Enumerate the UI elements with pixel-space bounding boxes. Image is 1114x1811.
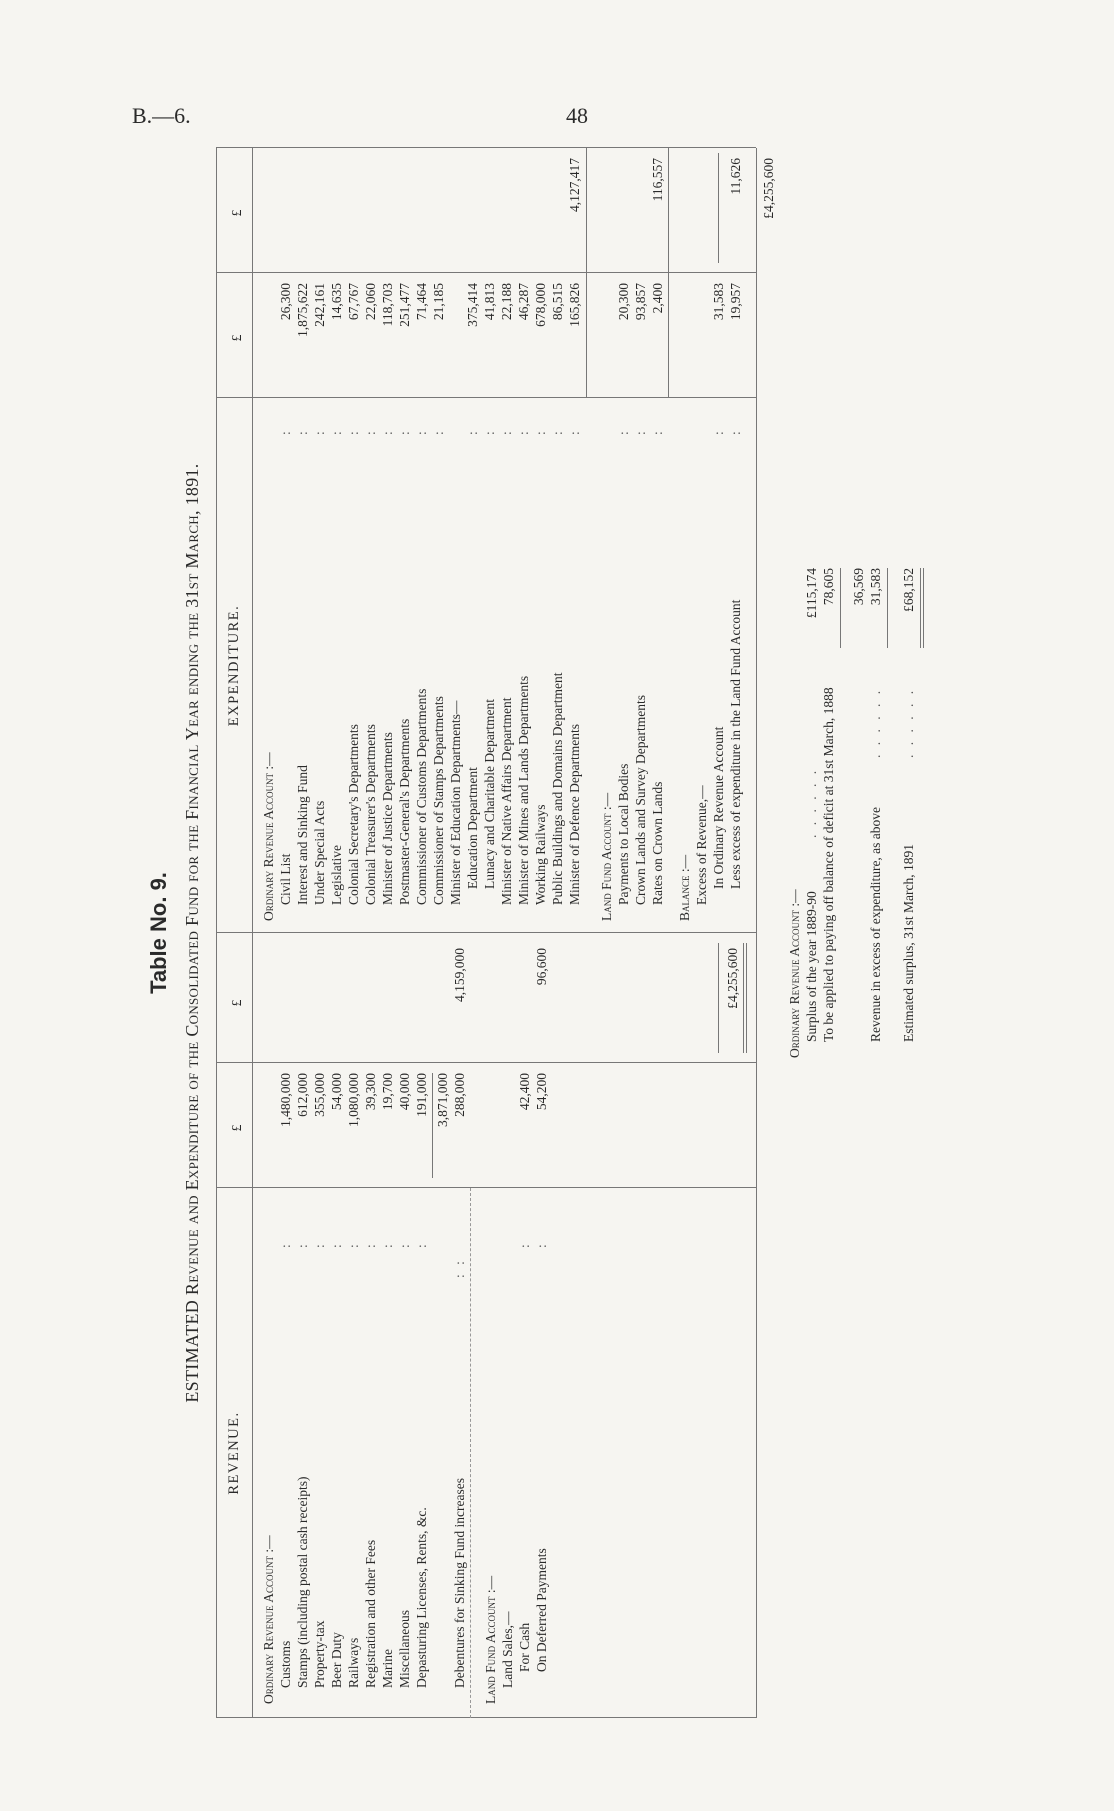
table-row: Working Railways : 678,000 <box>533 283 548 905</box>
row-label: Railways <box>346 1637 361 1688</box>
row-label: Postmaster-General's Departments <box>397 718 412 905</box>
revenue-ordinary-subtotal: 3,871,000 <box>435 1073 450 1127</box>
footnote-deficit-amount: 78,605 <box>821 568 836 606</box>
row-amount: 118,703 <box>380 283 395 327</box>
row-amount: 86,515 <box>550 283 565 321</box>
table-row: On Deferred Payments : 54,200 <box>534 1073 549 1672</box>
table-row: Lunacy and Charitable Department : 41,813 <box>482 283 497 889</box>
row-amount: 31,583 <box>711 283 726 321</box>
row-amount: 242,161 <box>312 283 327 327</box>
table-row: Beer Duty : 54,000 <box>329 1073 344 1688</box>
revenue-ordinary-list <box>277 1073 430 1688</box>
row-amount: 41,813 <box>482 283 497 321</box>
footnote-surplus-amount: £115,174 <box>804 568 819 619</box>
expenditure-ordinary-heading: Ordinary Revenue Account :— <box>261 752 276 921</box>
footnote-estimated-surplus-label: Estimated surplus, 31st March, 1891 <box>901 844 916 1042</box>
table-row: Miscellaneous : 40,000 <box>397 1073 412 1688</box>
revenue-land-list <box>516 1073 550 1672</box>
table-row: Marine : 19,700 <box>380 1073 395 1688</box>
document-id: B.—6. <box>132 103 191 128</box>
row-label: Less excess of expenditure in the Land Fund Account <box>728 599 743 889</box>
table-row: Registration and other Fees : 39,300 <box>363 1073 378 1688</box>
table-row: Colonial Secretary's Departments : 67,767 <box>346 283 361 905</box>
row-label: Minister of Defence Departments <box>567 723 582 905</box>
row-label: Commissioner of Stamps Departments <box>431 696 446 905</box>
balance-heading: Balance :— <box>677 854 692 921</box>
row-label: Beer Duty <box>329 1632 344 1688</box>
education-list <box>464 283 498 889</box>
row-label: Payments to Local Bodies <box>616 763 631 905</box>
table-row: Crown Lands and Survey Departments : 93,857 <box>633 283 648 905</box>
page-number: 48 <box>566 103 588 128</box>
revenue-ordinary-total: 4,159,000 <box>452 948 467 1002</box>
expenditure-grand-total: £4,255,600 <box>761 158 776 219</box>
row-label: Civil List <box>278 853 293 905</box>
row-amount: 21,185 <box>431 283 446 321</box>
excess-of-revenue-label: Excess of Revenue,— <box>694 785 709 905</box>
table-row: Minister of Mines and Lands Departments : 46,287 <box>516 283 531 905</box>
row-label: Customs <box>278 1640 293 1688</box>
table-row: Under Special Acts : 242,161 <box>312 283 327 905</box>
table-row: Education Department : 375,414 <box>465 283 480 889</box>
row-label: Minister of Native Affairs Department <box>499 697 514 905</box>
row-label: Interest and Sinking Fund <box>295 765 310 905</box>
table-row: Rates on Crown Lands : 2,400 <box>650 283 665 905</box>
table-row: Stamps (including postal cash receipts) : 612,000 <box>295 1073 310 1688</box>
row-amount: 2,400 <box>650 283 665 314</box>
row-label: Stamps (including postal cash receipts) <box>295 1476 310 1688</box>
table-row: Railways : 1,080,000 <box>346 1073 361 1688</box>
expenditure-other-list <box>498 283 583 905</box>
row-amount: 1,875,622 <box>295 283 310 337</box>
row-amount: 22,188 <box>499 283 514 321</box>
balance-total: 11,626 <box>728 158 743 195</box>
row-label: In Ordinary Revenue Account <box>711 726 726 889</box>
table-row: Depasturing Licenses, Rents, &c. : 191,000 <box>414 1073 429 1688</box>
row-label: Working Railways <box>533 804 548 905</box>
row-amount: 612,000 <box>295 1073 310 1117</box>
row-amount: 54,200 <box>534 1073 549 1111</box>
footnote-surplus-label: Surplus of the year 1889-90 <box>804 891 819 1042</box>
row-label: Under Special Acts <box>312 800 327 905</box>
footnote-heading: Ordinary Revenue Account :— <box>787 889 802 1058</box>
table-title: Table No. 9. <box>146 872 171 994</box>
footnote-estimated-surplus-amount: £68,152 <box>901 568 916 612</box>
row-amount: 42,400 <box>517 1073 532 1111</box>
row-amount: 93,857 <box>633 283 648 321</box>
row-amount: 22,060 <box>363 283 378 321</box>
row-label: Property-tax <box>312 1620 327 1688</box>
table-row: Civil List : 26,300 <box>278 283 293 905</box>
row-amount: 71,464 <box>414 283 429 321</box>
row-amount: 14,635 <box>329 283 344 321</box>
revenue-pound-header-1: £ <box>229 1124 244 1132</box>
row-label: Crown Lands and Survey Departments <box>633 695 648 905</box>
expenditure-pound-header-2: £ <box>229 209 244 217</box>
row-amount: 375,414 <box>465 283 480 327</box>
footnote-difference: 36,569 <box>851 568 866 606</box>
expenditure-land-list <box>615 283 666 905</box>
row-label: Miscellaneous <box>397 1610 412 1688</box>
footnote-excess-label: Revenue in excess of expenditure, as above <box>868 806 883 1042</box>
footnote-excess-amount: 31,583 <box>868 568 883 606</box>
table-row: Less excess of expenditure in the Land Fund Account : 19,957 <box>728 283 743 889</box>
row-label: Public Buildings and Domains Department <box>550 672 565 905</box>
revenue-pound-header-2: £ <box>229 999 244 1007</box>
debentures-amount: 288,000 <box>452 1073 467 1117</box>
table-row: Commissioner of Stamps Departments : 21,185 <box>431 283 446 905</box>
expenditure-land-total: 116,557 <box>650 158 665 202</box>
row-label: Rates on Crown Lands <box>650 781 665 905</box>
table-row: Postmaster-General's Departments : 251,477 <box>397 283 412 905</box>
table-row: For Cash : 42,400 <box>517 1073 532 1672</box>
table-row: Commissioner of Customs Departments : 71,464 <box>414 283 429 905</box>
row-amount: 191,000 <box>414 1073 429 1117</box>
education-heading: Minister of Education Departments— <box>448 700 463 905</box>
row-amount: 355,000 <box>312 1073 327 1117</box>
row-amount: 19,957 <box>728 283 743 321</box>
revenue-land-fund-heading: Land Fund Account :— <box>483 1575 498 1704</box>
row-amount: 20,300 <box>616 283 631 321</box>
row-amount: 67,767 <box>346 283 361 321</box>
row-amount: 54,000 <box>329 1073 344 1111</box>
row-label: Commissioner of Customs Departments <box>414 688 429 905</box>
row-label: Depasturing Licenses, Rents, &c. <box>414 1507 429 1688</box>
table-row: Payments to Local Bodies : 20,300 <box>616 283 631 905</box>
row-amount: 46,287 <box>516 283 531 321</box>
revenue-land-total: 96,600 <box>534 948 549 986</box>
row-amount: 19,700 <box>380 1073 395 1111</box>
row-amount: 251,477 <box>397 283 412 327</box>
table-row: Minister of Justice Departments : 118,703 <box>380 283 395 905</box>
row-amount: 1,080,000 <box>346 1073 361 1127</box>
table-row: Minister of Defence Departments : 165,826 <box>567 283 582 905</box>
row-amount: 165,826 <box>567 283 582 327</box>
land-sales-label: Land Sales,— <box>500 1611 515 1688</box>
row-amount: 40,000 <box>397 1073 412 1111</box>
table-row: Interest and Sinking Fund : 1,875,622 <box>295 283 310 905</box>
row-label: Lunacy and Charitable Department <box>482 698 497 889</box>
footnote-deficit-label: To be applied to paying off balance of deficit at 31st March, 1888 <box>821 687 836 1042</box>
row-label: Colonial Secretary's Departments <box>346 724 361 905</box>
table-row: Minister of Native Affairs Department : 22,188 <box>499 283 514 905</box>
row-label: Marine <box>380 1649 395 1688</box>
row-label: Minister of Mines and Lands Departments <box>516 675 531 905</box>
table-row: Customs : 1,480,000 <box>278 1073 293 1688</box>
expenditure-ordinary-list <box>277 283 447 905</box>
row-amount: 678,000 <box>533 283 548 327</box>
row-label: On Deferred Payments <box>534 1548 549 1672</box>
row-label: Legislative <box>329 845 344 905</box>
rotated-table-sheet: Table No. 9. ESTIMATED Revenue and Expenditure of the Consolidated Fund for the Financial Year ending the 31st March, 1891. REVENUE. £ £ Ordinary Revenue Account :— Customs : 1,480,000 Stamps (including postal cash receipts) : 612,000 Property-tax : 355,000 Beer Duty : 54,000 Railways : 1,080,000 Registration and other Fees : 39,300 Marine : 19,700 Miscellaneous : 40,000 Depasturing Licenses, Rents, &c. : 191,000 3,871,000 Debentures for Sinking Fund increases : : 288,000 4,159,000 Land Fund Account :— Land Sales,— For Cash : 42,400 On Deferred Payments : 54,200 96,600 £4,255,600 EXPENDITURE. £ £ Ordinary Revenue Account :— Civil List : 26,300 Interest and Sinking Fund : 1,875,622 Under Special Acts : 242,161 Legislative : 14,635 Colonial Secretary's Departments : 67,767 Colonial Treasurer's Departments : 22,060 Minister of Justice Departments : 118,703 Postmaster-General's Departments : 251,477 Commissioner of Customs Departments : 71,464 Commissioner of Stamps Departments : 21,185 Minister of Education Departments— Education Department : 375,414 Lunacy and Charitable Department : 41,813 Minister of Native Affairs Department : 22,188 Minister of Mines and Lands Departments : 46,287 Working Railways : 678,000 Public Buildings and Domains Department : 86,515 Minister of Defence Departments : 165,826 4,127,417 Land Fund Account :— Payments to Local Bodies : 20,300 Crown Lands and Survey Departments : 93,857 Rates on Crown Lands : 2,400 116,557 Balance :— Excess of Revenue,— In Ordinary Revenue Account : 31,583 Less excess of expenditure in the Land Fund Account : 19,957 11,626 £4,255,600 Ordinary Revenue Account :— Surplus of the year 1889-90 . . . . . . £115,174 To be applied to paying off balance of deficit at 31st March, 1888 78,605 36,569 Revenue in excess of expenditure, as above . . . . . . 31,583 Estimated surplus, 31st March, 1891 . . . . . . £68,152 <box>140 98 1020 1718</box>
table-row: Legislative : 14,635 <box>329 283 344 905</box>
row-amount: 1,480,000 <box>278 1073 293 1127</box>
expenditure-pound-header-1: £ <box>229 334 244 342</box>
expenditure-ordinary-total: 4,127,417 <box>567 158 582 212</box>
table-subtitle: ESTIMATED Revenue and Expenditure of the Consolidated Fund for the Financial Year ending the 31st March, 1891. <box>182 463 202 1403</box>
table-row: Property-tax : 355,000 <box>312 1073 327 1688</box>
table-row: Colonial Treasurer's Departments : 22,060 <box>363 283 378 905</box>
row-label: Minister of Justice Departments <box>380 732 395 905</box>
table-row: In Ordinary Revenue Account : 31,583 <box>711 283 726 889</box>
row-label: For Cash <box>517 1622 532 1672</box>
row-label: Colonial Treasurer's Departments <box>363 724 378 905</box>
row-label: Registration and other Fees <box>363 1539 378 1688</box>
revenue-heading: REVENUE. <box>226 1411 242 1495</box>
row-amount: 26,300 <box>278 283 293 321</box>
table-row: Public Buildings and Domains Department : 86,515 <box>550 283 565 905</box>
revenue-grand-total: £4,255,600 <box>725 948 740 1009</box>
row-amount: 39,300 <box>363 1073 378 1111</box>
expenditure-land-fund-heading: Land Fund Account :— <box>599 792 614 921</box>
revenue-ordinary-heading: Ordinary Revenue Account :— <box>261 1535 276 1704</box>
row-label: Education Department <box>465 767 480 889</box>
expenditure-heading: EXPENDITURE. <box>226 604 242 727</box>
balance-list <box>710 283 744 889</box>
debentures-label: Debentures for Sinking Fund increases <box>452 1478 467 1688</box>
